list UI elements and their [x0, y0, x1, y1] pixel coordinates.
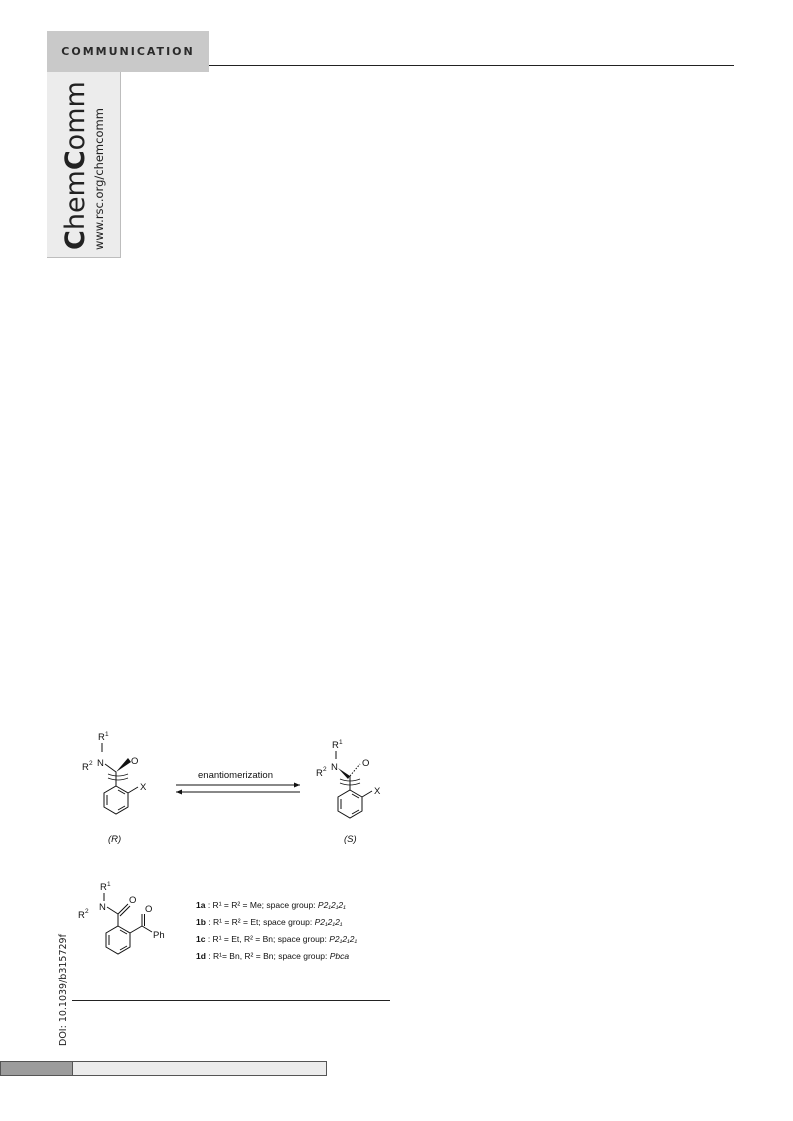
footer-bar-dark-segment: [1, 1062, 73, 1075]
caption-s: (S): [344, 834, 357, 845]
label-n: N: [331, 762, 338, 773]
label-x: X: [140, 782, 147, 793]
scheme-drawing: [72, 728, 392, 988]
svg-text:2: 2: [85, 908, 89, 915]
structure-compound-1: [78, 881, 165, 954]
label-r2: R: [78, 910, 85, 921]
compound-legend-1d: 1d : R¹= Bn, R² = Bn; space group: Pbca: [196, 951, 350, 961]
compound-legend-1b: 1b : R¹ = R² = Et; space group: P2₁2₁2₁: [196, 917, 343, 927]
label-ph: Ph: [153, 930, 165, 941]
doi-label[interactable]: DOI: 10.1039/b315729f: [58, 934, 69, 1046]
label-o: O: [362, 758, 370, 769]
compound-legend-1a: 1a : R¹ = R² = Me; space group: P2₁2₁2₁: [196, 900, 346, 910]
label-r1: R: [332, 740, 339, 751]
header-rule: [209, 65, 734, 66]
label-r1: R: [100, 882, 107, 893]
label-r1: R: [98, 732, 105, 743]
label-o: O: [145, 904, 153, 915]
footer-bar: [0, 1061, 327, 1076]
svg-text:2: 2: [89, 760, 93, 767]
label-r2: R: [82, 762, 89, 773]
label-n: N: [99, 902, 106, 913]
scheme-rule: [72, 1000, 390, 1001]
svg-text:1: 1: [339, 739, 343, 746]
label-r2: R: [316, 768, 323, 779]
compound-legend-1c: 1c : R¹ = Et, R² = Bn; space group: P2₁2₁2₁: [196, 934, 358, 944]
journal-banner-content: [54, 80, 114, 250]
journal-logo: ChemComm: [59, 80, 91, 250]
equilibrium-arrows: [176, 770, 300, 795]
caption-r: (R): [108, 834, 122, 845]
label-o: O: [129, 895, 137, 906]
label-x: X: [374, 786, 381, 797]
arrow-label: enantiomerization: [198, 770, 273, 781]
svg-text:1: 1: [107, 881, 111, 888]
reaction-scheme: [72, 728, 392, 988]
section-label: COMMUNICATION: [47, 31, 209, 72]
label-o: O: [131, 756, 139, 767]
structure-s-enantiomer: [316, 739, 381, 845]
journal-url[interactable]: www.rsc.org/chemcomm: [91, 107, 106, 250]
svg-text:2: 2: [323, 766, 327, 773]
svg-text:1: 1: [105, 731, 109, 738]
structure-r-enantiomer: [82, 731, 147, 845]
journal-banner: [47, 72, 121, 258]
label-n: N: [97, 758, 104, 769]
